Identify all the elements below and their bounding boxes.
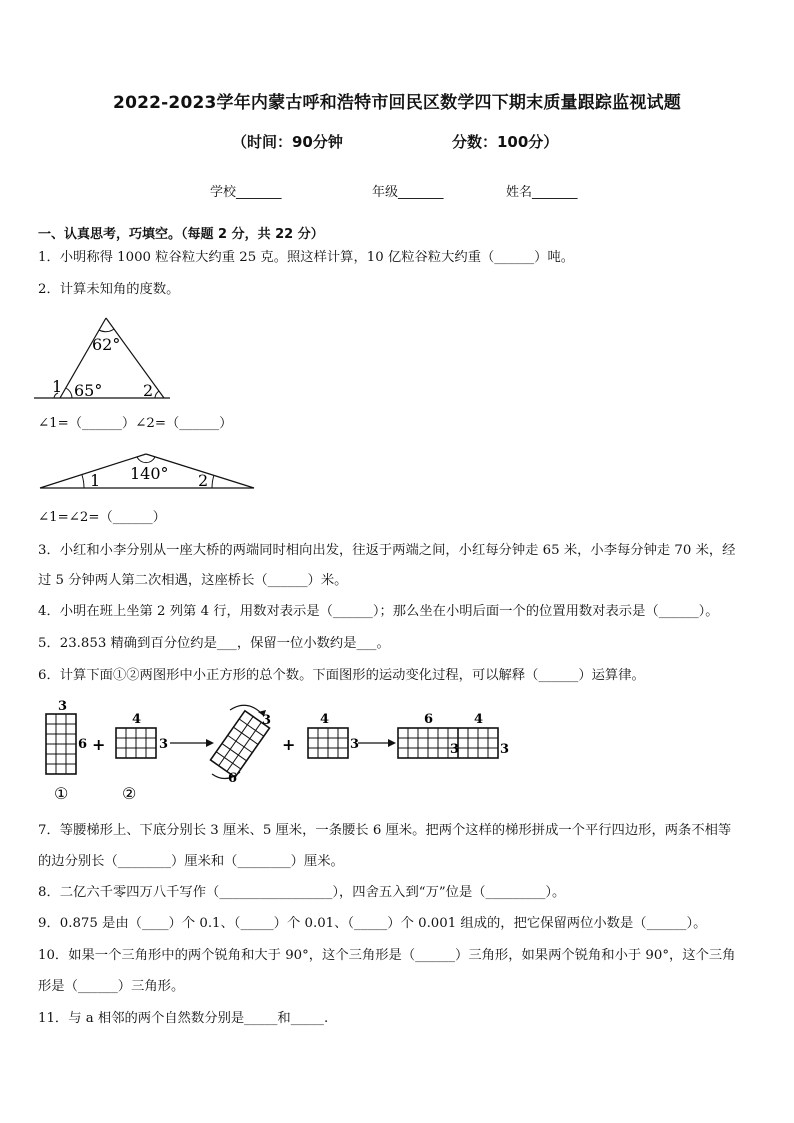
grid-1 [46, 714, 76, 774]
question-8: 8．二亿六千零四万八千写作（_________________），四舍五入到“万”位是（_________）。 [38, 885, 566, 900]
angle-mark-2: 2 [143, 381, 154, 400]
grid-4-side-label: 3 [350, 737, 360, 752]
angle-label-140: 140° [130, 464, 169, 483]
plus-sign-2: + [282, 735, 296, 754]
question-9: 9．0.875 是由（____）个 0.1、（_____）个 0.01、（_____）个 0.001 组成的，把它保留两位小数是（______）。 [38, 916, 707, 931]
exam-score: 分数：100分） [452, 133, 559, 151]
grid-figure [36, 698, 510, 806]
question-7-line-1: 7．等腰梯形上、下底分别长 3 厘米、5 厘米，一条腰长 6 厘米。把两个这样的梯形拼成一个平行四边形，两条不相等 [38, 823, 732, 838]
question-1: 1．小明称得 1000 粒谷粒大约重 25 克。照这样计算，10 亿粒谷粒大约重（______）吨。 [38, 250, 575, 265]
question-6: 6．计算下面①②两图形中小正方形的总个数。下面图形的运动变化过程，可以解释（______）运算律。 [38, 668, 645, 683]
rotated-grid-top-label: 3 [262, 713, 272, 728]
question-11: 11．与 a 相邻的两个自然数分别是_____和_____. [38, 1011, 329, 1026]
grade-field: 年级_______ [372, 185, 444, 200]
question-5: 5．23.853 精确到百分位约是___，保留一位小数约是___。 [38, 636, 390, 651]
question-4: 4．小明在班上坐第 2 列第 4 行，用数对表示是（______）；那么坐在小明后面一个的位置用数对表示是（______）。 [38, 604, 719, 619]
page-title: 2022-2023学年内蒙古呼和浩特市回民区数学四下期末质量跟踪监视试题 [113, 93, 681, 113]
angle-label-62: 62° [92, 335, 121, 354]
combined-side-label-2: 3 [500, 742, 510, 757]
combined-grid [398, 728, 498, 758]
grid-2-side-label: 3 [159, 737, 169, 752]
question-2: 2．计算未知角的度数。 [38, 282, 180, 297]
rotated-grid-side-label: 6 [228, 771, 238, 786]
figure-label-2: ② [122, 784, 137, 803]
grid-2 [116, 728, 156, 758]
angle-label-65: 65° [74, 381, 103, 400]
grid-1-side-label: 6 [78, 737, 88, 752]
question-10-line-2: 形是（______）三角形。 [38, 979, 185, 994]
question-3-line-2: 过 5 分钟两人第二次相遇，这座桥长（______）米。 [38, 573, 348, 588]
grid-1-top-label: 3 [58, 699, 68, 714]
name-field: 姓名_______ [506, 185, 578, 200]
grid-4 [308, 728, 348, 758]
exam-time: （时间：90分钟 [232, 133, 343, 151]
rotated-grid [211, 711, 270, 777]
plus-sign-1: + [92, 735, 106, 754]
grid-4-top-label: 4 [320, 712, 330, 727]
question-10-line-1: 10．如果一个三角形中的两个锐角和大于 90°，这个三角形是（______）三角形，如果两个锐角和小于 90°，这个三角 [38, 948, 736, 963]
combined-side-label-1: 3 [450, 742, 460, 757]
combined-top-label-6: 6 [424, 712, 434, 727]
grid-2-top-label: 4 [132, 712, 142, 727]
question-2-answer-2: ∠1=∠2=（______） [38, 510, 166, 525]
question-3-line-1: 3．小红和小李分别从一座大桥的两端同时相向出发，往返于两端之间，小红每分钟走 65 米，小李每分钟走 70 米，经 [38, 543, 736, 558]
question-2-answer-1: ∠1=（______）∠2=（______） [38, 416, 233, 431]
triangle-figure-2 [36, 448, 258, 494]
figure-label-1: ① [54, 784, 69, 803]
combined-top-label-4: 4 [474, 712, 484, 727]
section-heading: 一、认真思考，巧填空。（每题 2 分，共 22 分） [38, 227, 324, 242]
angle-mark-1: 1 [52, 377, 63, 396]
question-7-line-2: 的边分别长（________）厘米和（________）厘米。 [38, 854, 344, 869]
school-field: 学校_______ [210, 185, 282, 200]
angle-mark-2: 2 [198, 471, 209, 490]
triangle-figure-1 [30, 312, 180, 404]
angle-mark-1: 1 [90, 471, 101, 490]
